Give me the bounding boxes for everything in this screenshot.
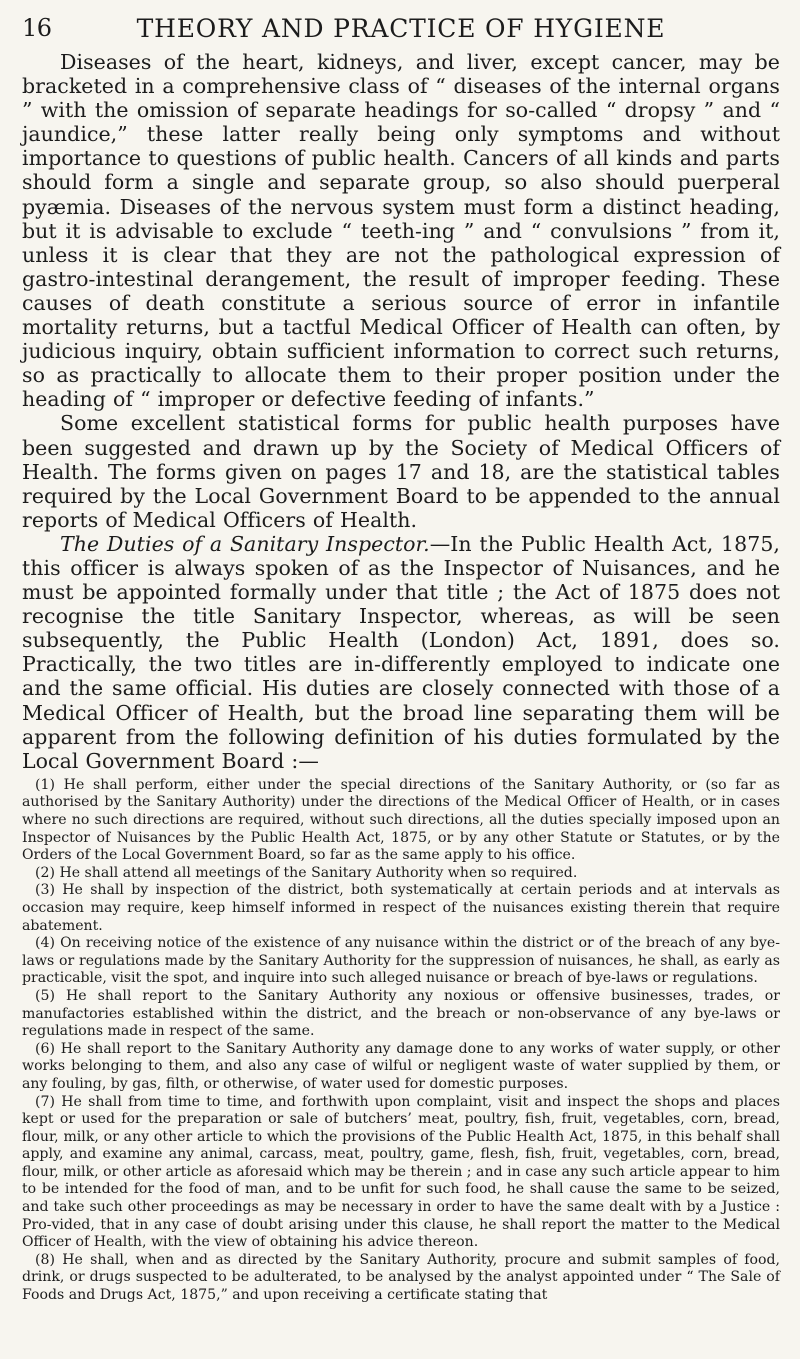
running-head: THEORY AND PRACTICE OF HYGIENE: [136, 14, 666, 43]
page-header: [22, 10, 780, 50]
italic-heading: The Duties of a Sanitary Inspector.: [60, 531, 430, 556]
paragraph-diseases-classification: Diseases of the heart, kidneys, and liver, except cancer, may be bracketed in a comprehensive class of “ diseases of the internal organs ” with the omission of separate headings for so-called “ dropsy ” and “ jaundice,” these latter really being only symptoms and without importance to questions of public health. Cancers of all kinds and parts should form a single and separate group, so also should puerperal pyæmia. Diseases of the nervous system must form a distinct heading, but it is advisable to exclude “ teeth-ing ” and “ convulsions ” from it, unless it is clear that they are not the pathological expression of gastro-intestinal derangement, the result of improper feeding. These causes of death constitute a serious source of error in infantile mortality returns, but a tactful Medical Officer of Health can often, by judicious inquiry, obtain sufficient information to correct such returns, so as practically to allocate them to their proper position under the heading of “ improper or defective feeding of infants.”: [22, 50, 780, 412]
regulation-item: (6) He shall report to the Sanitary Authority any damage done to any works of water supply, or other works belonging to them, and also any case of wilful or negligent waste of water supplied by them, or any fouling, by gas, filth, or otherwise, of water used for domestic purposes.: [22, 1040, 780, 1092]
regulation-item: (7) He shall from time to time, and forthwith upon complaint, visit and inspect the shops and places kept or used for the preparation or sale of butchers’ meat, poultry, fish, fruit, vegetables, corn, bread, flour, milk, or any other article to which the provisions of the Public Health Act, 1875, in this behalf shall apply, and examine any animal, carcass, meat, poultry, game, flesh, fish, fruit, vegetables, corn, bread, flour, milk, or other article as aforesaid which may be therein ; and in case any such article appear to him to be intended for the food of man, and to be unfit for such food, he shall cause the same to be seized, and take such other proceedings as may be necessary in order to have the same dealt with by a Justice : Pro-vided, that in any case of doubt arising under this clause, he shall report the matter to the Medical Officer of Health, with the view of obtaining his advice thereon.: [22, 1093, 780, 1251]
main-text: [22, 50, 780, 773]
regulation-item: (2) He shall attend all meetings of the Sanitary Authority when so required.: [35, 864, 578, 881]
regulation-item: (8) He shall, when and as directed by the Sanitary Authority, procure and submit samples of food, drink, or drugs suspected to be adulterated, to be analysed by the analyst appointed under “ The Sale of Foods and Drugs Act, 1875,” and upon receiving a certificate stating that: [22, 1251, 780, 1304]
regulation-item: (4) On receiving notice of the existence of any nuisance within the district or of the breach of any bye-laws or regulations made by the Sanitary Authority for the suppression of nuisances, he shall, as early as practicable, visit the spot, and inquire into such alleged nuisance or breach of bye-laws or regulations.: [22, 935, 780, 987]
paragraph-sanitary-inspector-duties: [22, 532, 780, 773]
page-number: 16: [22, 14, 52, 42]
regulation-item: (5) He shall report to the Sanitary Authority any noxious or offensive businesses, trades, or manufactories established within the district, and the breach or non-observance of any bye-laws or regulations made in respect of the same.: [22, 987, 780, 1040]
regulation-item: (3) He shall by inspection of the district, both systematically at certain periods and at intervals as occasion may require, keep himself informed in respect of the nuisances existing therein that require abatement.: [22, 882, 780, 934]
regulations-list: [22, 777, 780, 1305]
duties-text: —In the Public Health Act, 1875, this officer is always spoken of as the Inspector of Nuisances, and he must be appointed formally under that title ; the Act of 1875 does not recognise the title Sanitary Inspector, whereas, as will be seen subsequently, the Public Health (London) Act, 1891, does so. Practically, the two titles are in-differently employed to indicate one and the same official. His duties are closely connected with those of a Medical Officer of Health, but the broad line separating them will be apparent from the following definition of his duties formulated by the Local Government Board :—: [22, 531, 780, 773]
paragraph-statistical-forms: Some excellent statistical forms for public health purposes have been suggested and drawn up by the Society of Medical Officers of Health. The forms given on pages 17 and 18, are the statistical tables required by the Local Government Board to be appended to the annual reports of Medical Officers of Health.: [22, 411, 780, 532]
regulation-item: (1) He shall perform, either under the special directions of the Sanitary Authority, or (so far as authorised by the Sanitary Authority) under the directions of the Medical Officer of Health, or in cases where no such directions are required, without such directions, all the duties specially imposed upon an Inspector of Nuisances by the Public Health Act, 1875, or by any other Statute or Statutes, or by the Orders of the Local Government Board, so far as the same apply to his office.: [22, 776, 780, 864]
